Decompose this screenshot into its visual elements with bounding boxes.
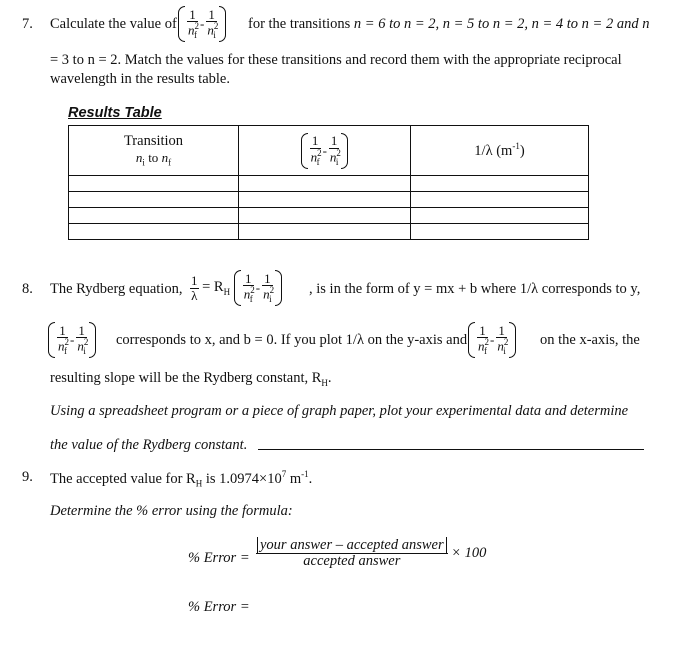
q9-accepted-value: The accepted value for $R_H$ is $1.0974\times 10^7$ $m^{-1}$. <box>50 469 313 489</box>
results-cell[interactable] <box>411 176 589 192</box>
q7-line1-rest: for the transitions n = 6 to n = 2, n = 5 to n = 2, n = 4 to n = 2 and n <box>248 16 650 32</box>
q7-intro: Calculate the value of <box>50 16 177 32</box>
q8-number: 8. <box>22 281 33 297</box>
q7-line1 <box>50 16 177 33</box>
results-header-transition: Transition $n_i$ to $n_f$ <box>69 126 239 176</box>
q7-line3: wavelength in the results table. <box>50 71 230 87</box>
results-header-reciprocal-wavelength: 1/λ $(m^{-1})$ <box>411 126 589 176</box>
error-formula-label: % Error = <box>188 550 250 566</box>
results-row-1 <box>69 176 589 192</box>
results-header-formula: $\frac{1}{n^2_f}$ - $\frac{1}{n^2_i}$ <box>239 126 411 176</box>
results-table <box>68 125 589 240</box>
results-table-title: Results Table <box>68 105 162 121</box>
q8-instruction-line2: the value of the Rydberg constant. <box>50 437 248 453</box>
results-row-4 <box>69 224 589 240</box>
q8-x-formula-1: $\frac{1}{n^2_f}$ - $\frac{1}{n^2_i}$ <box>48 322 96 358</box>
q9-instruction: Determine the % error using the formula: <box>50 503 293 519</box>
results-row-2 <box>69 192 589 208</box>
results-cell[interactable] <box>411 192 589 208</box>
error-formula: $\frac{\text{your answer – accepted answer}}{\text{accepted answer}}$ × 100 <box>256 538 486 569</box>
q7-line2: = 3 to n = 2. Match the values for these transitions and record them with the appropriate reciprocal <box>50 52 622 68</box>
results-cell[interactable] <box>69 176 239 192</box>
q8-line2-mid: corresponds to x, and b = 0. If you plot 1/λ on the y-axis and <box>116 332 468 348</box>
rydberg-answer-blank[interactable] <box>258 449 644 450</box>
results-cell[interactable] <box>411 208 589 224</box>
q8-rydberg-equation: $\frac{1}{\lambda}$ = $R_H$ $\frac{1}{n^2_f}$ - $\frac{1}{n^2_i}$ <box>190 270 282 306</box>
results-row-3 <box>69 208 589 224</box>
q8-x-formula-2: $\frac{1}{n^2_f}$ - $\frac{1}{n^2_i}$ <box>468 322 516 358</box>
results-cell[interactable] <box>239 176 411 192</box>
error-answer-label: % Error = <box>188 599 250 615</box>
q8-instruction-line1: Using a spreadsheet program or a piece of graph paper, plot your experimental data and determine <box>50 403 629 419</box>
q7-formula: $\frac{1}{n^2_f}$ - $\frac{1}{n^2_i}$ <box>178 6 226 42</box>
q8-line2-end: on the x-axis, the <box>540 332 640 348</box>
results-cell[interactable] <box>69 192 239 208</box>
results-cell[interactable] <box>69 224 239 240</box>
results-cell[interactable] <box>411 224 589 240</box>
q8-line1-rest: , is in the form of y = mx + b where 1/λ corresponds to y, <box>309 281 641 297</box>
q8-line3: resulting slope will be the Rydberg constant, $R_H$. <box>50 370 332 388</box>
results-header-row <box>69 126 589 176</box>
q9-number: 9. <box>22 469 33 485</box>
results-cell[interactable] <box>69 208 239 224</box>
results-cell[interactable] <box>239 208 411 224</box>
q8-intro: The Rydberg equation, <box>50 281 183 297</box>
results-cell[interactable] <box>239 224 411 240</box>
results-cell[interactable] <box>239 192 411 208</box>
q7-number: 7. <box>22 16 33 32</box>
